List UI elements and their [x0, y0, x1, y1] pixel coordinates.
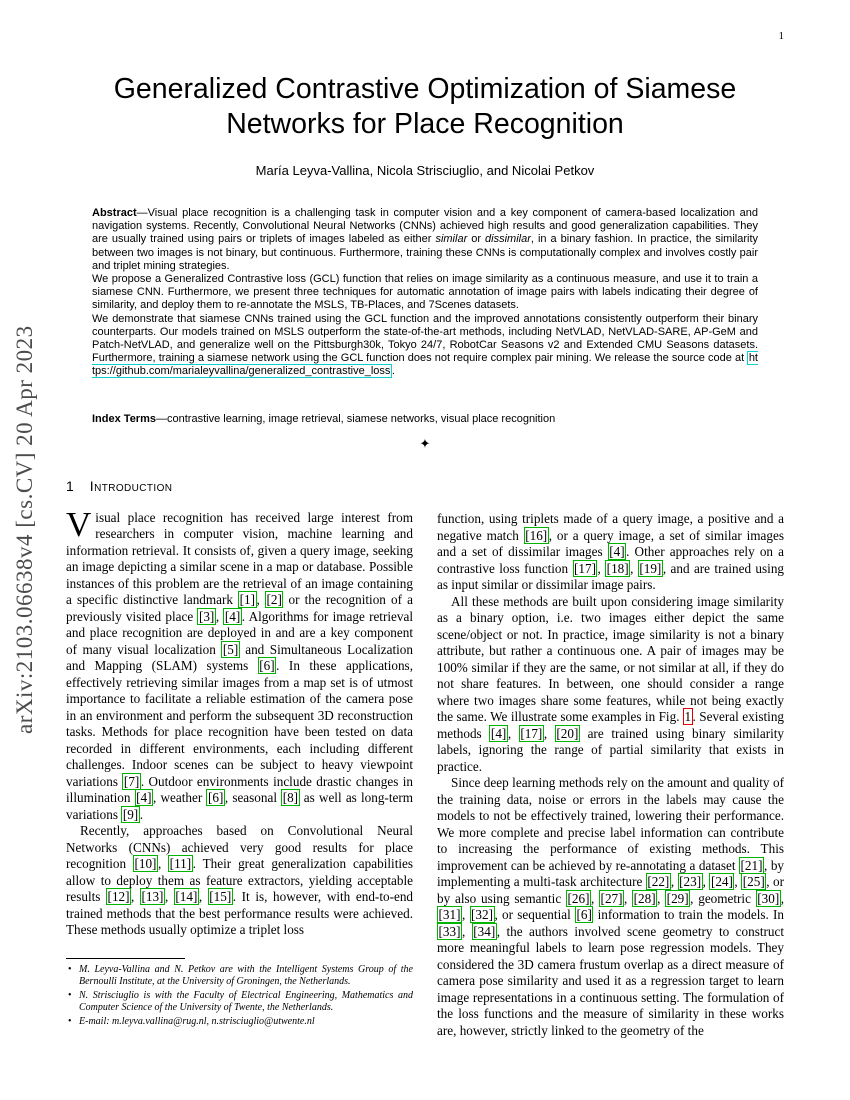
abstract [92, 207, 758, 379]
dropcap: V [66, 504, 92, 544]
section-title: Introduction [89, 478, 173, 494]
citation-ref[interactable]: [9] [122, 806, 139, 822]
citation-ref[interactable]: [27] [600, 890, 623, 906]
citation-ref[interactable]: [7] [123, 773, 140, 789]
citation-ref[interactable]: [28] [633, 890, 656, 906]
right-column [437, 478, 784, 1039]
index-terms: Index Terms—contrastive learning, image retrieval, siamese networks, visual place recognition [92, 413, 556, 425]
citation-ref[interactable]: [22] [647, 874, 670, 889]
body-paragraph: Recently, approaches based on Convolutional Neural Networks (CNNs) achieved very good results for place recognition [10] , [11] . Their great generalization capabilities allow to deploy them as feature extractors, yielding acceptable results [12] , [13] , [14] , [15] . It is, however, with end-to-end trained methods that the best performance results were achieved. These methods usually optimize a triplet loss [66, 823, 414, 937]
citation-ref[interactable]: [6] [576, 907, 592, 922]
body-paragraph: Visual place recognition has received large interest from researchers in computer vision, machine learning and information retrieval. It consists of, given a query image, seeking an image depicting a similar scene in a map or database. Possible instances of this problem are the retrieval of an image containing a specific distinctive landmark [1] , [2] or the recognition of a previously visited place [3] , [4] . Algorithms for image retrieval and place recognition are deployed in and are a key component of many visual localization [5] and Simultaneous Localization and Mapping (SLAM) systems [6] . In these applications, effectively retrieving similar images from a map set is of utmost importance to facilitate a reliable estimation of the camera pose in an environment and perform the subsequent 3D reconstruction tasks. Methods for place recognition have been tested on data recorded in different environments, each including different challenges. Indoor scenes can be subject to heavy viewpoint variations [7] . Outdoor environments include drastic changes in illumination [4] , weather [6] , seasonal [8] as well as long-term variations [9] . [66, 504, 413, 822]
diamond-separator-icon: ✦ [419, 436, 431, 451]
abstract-label: Abstract [92, 207, 137, 219]
citation-ref[interactable]: [2] [266, 592, 282, 607]
citation-ref[interactable]: [34] [473, 923, 496, 939]
citation-ref[interactable]: [24] [710, 874, 733, 889]
section-heading [66, 478, 413, 496]
author-footnote: • M. Leyva-Vallina and N. Petkov are with the Intelligent Systems Group of the Bernoulli Institute, at the University of Groningen, the Netherlands. [68, 964, 413, 988]
paper-authors: María Leyva-Vallina, Nicola Strisciuglio, and Nicolai Petkov [255, 163, 595, 178]
citation-ref[interactable]: [17] [574, 560, 596, 576]
citation-ref[interactable]: [1] [239, 592, 256, 607]
body-paragraph: Since deep learning methods rely on the amount and quality of the training data, noise or errors in the labels may cause the models to not be effectively trained, lowering their performance. We more complete and precise label information can contribute to increasing the performance of existing methods. This improvement can be achieved by re-annotating a dataset [21] , by implementing a multi-task architecture [22] , [23] , [24] , [25] , or by also using semantic [26] , [27] , [28] , [29] , geometric [30] , [31] , [32] , or sequential [6] information to train the models. In [33] , [34] , the authors involved scene geometry to construct more meaningful labels to learn pose regression models. They considered the 3D camera frustum overlap as a direct measure of camera pose similarity and used it as a regression target to learn image representations in a continuous setting. The formulation of the loss functions and the measure of similarity in these works are, however, strictly linked to the geometry of the [437, 775, 785, 1038]
citation-ref[interactable]: [30] [757, 890, 780, 906]
bullet-icon: • [68, 964, 72, 975]
index-terms-label: Index Terms [92, 413, 156, 425]
paper-title [0, 72, 850, 141]
abstract-paragraph: We demonstrate that siamese CNNs trained using the GCL function and the improved annotations consistently outperform their binary counterparts. Our models trained on MSLS outperform the state-of-the-art methods, including NetVLAD, NetVLAD-SARE, AP-GeM and Patch-NetVLAD, and generalize well on the Pittsburgh30k, Tokyo 24/7, RobotCar Seasons v2 and Extended CMU Seasons datasets. Furthermore, training a siamese network using the GCL function does not require complex pair mining. We release the source code at https://github.com/marialeyvallina/generalized_contrastive_loss . [92, 312, 758, 378]
citation-ref[interactable]: [20] [556, 725, 579, 741]
citation-ref[interactable]: [14] [175, 889, 198, 904]
citation-ref[interactable]: [18] [606, 560, 629, 576]
bullet-icon: • [68, 1015, 72, 1027]
body-paragraph: All these methods are built upon considering image similarity as a binary option, i.e. two images either depict the same scene/object or not. In practice, image similarity is not a binary attribute, but rather a continuous one. A pair of images may be 100% similar if they are the same, or not similar at all, if they do not share features. In between, one should consider a range where two images share some features, while not being exactly the same. We illustrate some examples in Fig. 1 . Several existing methods [4] , [17] , [20] are trained using binary similarity labels, ignoring the range of partial similarity that exists in practice. [437, 593, 785, 774]
citation-ref[interactable]: [5] [222, 641, 239, 657]
body-paragraph: function, using triplets made of a query image, a positive and a negative match [16] , or a query image, a set of similar images and a set of dissimilar images [4] . Other approaches rely on a contrastive loss function [17] , [18] , [19] , and are trained using as input similar or dissimilar image pairs. [437, 511, 785, 592]
citation-ref[interactable]: [31] [438, 907, 461, 922]
citation-ref[interactable]: [21] [740, 857, 763, 873]
body-columns [66, 478, 785, 1039]
citation-ref[interactable]: [32] [471, 907, 494, 922]
abstract-body [92, 207, 758, 379]
citation-ref[interactable]: [4] [490, 725, 507, 741]
citation-ref[interactable]: [19] [639, 560, 662, 576]
section-number: 1 [66, 478, 74, 494]
citation-ref[interactable]: [15] [209, 889, 232, 904]
citation-ref[interactable]: [4] [609, 544, 625, 559]
left-column [66, 478, 413, 1039]
citation-ref[interactable]: [16] [525, 527, 548, 543]
figure-ref[interactable]: 1 [684, 709, 692, 724]
author-footnotes [66, 958, 413, 1029]
citation-ref[interactable]: [23] [679, 874, 702, 889]
page-number: 1 [778, 30, 784, 42]
bullet-icon: • [68, 989, 72, 1001]
citation-ref[interactable]: [17] [520, 725, 543, 741]
citation-ref[interactable]: [3] [198, 608, 215, 624]
paper-title-text: Generalized Contrastive Optimization of Siamese Networks for Place Recognition [113, 73, 737, 140]
citation-ref[interactable]: [6] [207, 790, 224, 805]
abstract-paragraph: We propose a Generalized Contrastive loss (GCL) function that relies on image similarity as a continuous measure, and use it to train a siamese CNN. Furthermore, we present three techniques for automatic annotation of image pairs with labels indicating their degree of similarity, and deploy them to re-annotate the MSLS, TB-Places, and 7Scenes datasets. [92, 273, 758, 312]
citation-ref[interactable]: [13] [141, 889, 164, 904]
citation-ref[interactable]: [6] [259, 658, 275, 673]
right-column-body [437, 511, 784, 1039]
citation-ref[interactable]: [10] [134, 856, 157, 871]
citation-ref[interactable]: [8] [282, 790, 299, 805]
citation-ref[interactable]: [12] [107, 889, 130, 904]
abstract-paragraph: Abstract—Visual place recognition is a challenging task in computer vision and a key component of camera-based localization and navigation systems. Recently, Convolutional Neural Networks (CNNs) achieved high results and good generalization capabilities. They are usually trained using pairs or triplets of images labeled as either similar or dissimilar, in a binary fashion. In practice, the similarity between two images is not binary, but continuous. Furthermore, training these CNNs is computationally complex and involves costly pair and triplet mining strategies. [92, 207, 758, 272]
citation-ref[interactable]: [4] [224, 608, 241, 624]
source-code-link[interactable]: https://github.com/marialeyvallina/generalized_contrastive_loss [92, 352, 758, 378]
citation-ref[interactable]: [4] [136, 790, 152, 805]
author-footnote: • N. Strisciuglio is with the Faculty of Electrical Engineering, Mathematics and Computer Science of the University of Twente, the Netherlands. [68, 989, 413, 1014]
citation-ref[interactable]: [29] [666, 890, 689, 906]
citation-ref[interactable]: [26] [567, 890, 590, 906]
citation-ref[interactable]: [33] [438, 923, 461, 939]
author-footnote: • E-mail: m.leyva.vallina@rug.nl, n.strisciuglio@utwente.nl [68, 1015, 315, 1027]
citation-ref[interactable]: [25] [742, 874, 765, 889]
citation-ref[interactable]: [11] [169, 856, 192, 871]
arxiv-stamp: arXiv:2103.06638v4 [cs.CV] 20 Apr 2023 [12, 325, 37, 735]
left-column-body [66, 504, 414, 939]
